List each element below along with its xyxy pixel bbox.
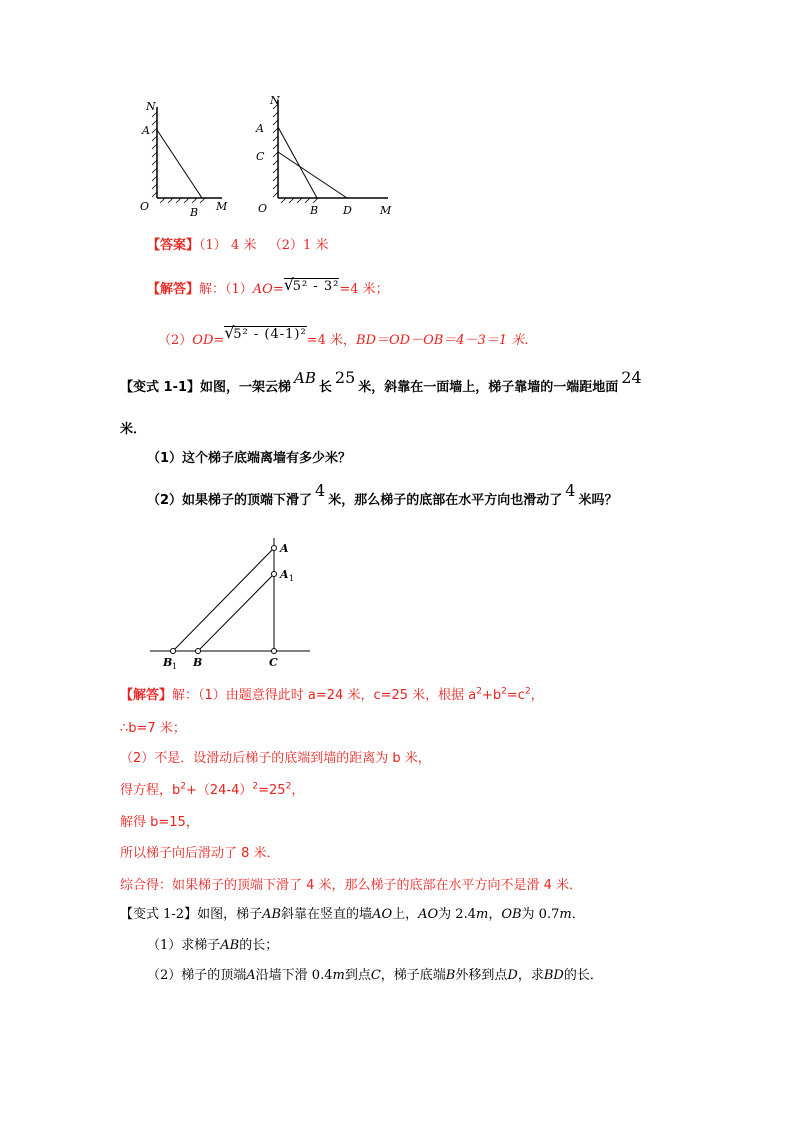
ladder-figure-1: [130, 92, 410, 222]
solution-rest-1: =4 米，: [306, 333, 357, 348]
equals: =: [213, 333, 225, 348]
ab-var: AB: [220, 938, 240, 953]
question-text: 外移到点: [455, 968, 508, 983]
label-C: C: [256, 150, 265, 163]
variant-text: 斜靠在竖直的墙: [281, 907, 373, 922]
label-A1: A: [280, 568, 289, 581]
variant-text: 如图，一架云梯: [200, 380, 292, 395]
solution-text: 解：（1）由题意得此时 a=24 米，c=25 米，根据 a: [172, 688, 477, 703]
variant-1-2-question-1: [147, 934, 278, 953]
sqrt-expression: √ 5² - 3²: [283, 275, 340, 294]
superscript: 2: [180, 781, 186, 792]
label-B1: B: [163, 656, 173, 669]
label-B1-subscript: 1: [172, 662, 178, 671]
question-text: 到点: [344, 968, 371, 983]
variant-text: 上，: [392, 907, 419, 922]
question-text: 的长；: [239, 938, 279, 953]
solution3-line-2: ∴b=7 米；: [120, 721, 186, 736]
label-O: O: [140, 200, 150, 213]
solution3-line-4: [120, 779, 304, 798]
bd-var: BD: [543, 968, 564, 983]
ab-var: AB: [294, 369, 316, 387]
point-d: D: [507, 968, 518, 983]
variant-1-1-question-1: （1）这个梯子底端离墙有多少米？: [147, 451, 352, 466]
point-b: B: [445, 968, 456, 983]
solution-rest: =4 米；: [339, 282, 389, 297]
solution-text: ，: [291, 783, 305, 798]
label-B: B: [190, 206, 199, 219]
answer-p1: （1）: [199, 238, 227, 253]
radicand: 5² - 3²: [292, 279, 340, 294]
variant-1-1-question-2: [147, 481, 618, 508]
superscript: 2: [501, 686, 507, 697]
variant-text: 米，斜靠在一面墙上，梯子靠墙的一端距地面: [358, 380, 619, 395]
solution3-line-7: 综合得：如果梯子的顶端下滑了 4 米，那么梯子的底部在水平方向不是滑 4 米．: [120, 878, 583, 893]
superscript: 2: [285, 781, 292, 792]
num-24: 24: [621, 368, 642, 387]
num-25: 25: [334, 368, 356, 387]
solution3-line-6: 所以梯子向后滑动了 8 米．: [120, 846, 280, 861]
label-A: A: [256, 122, 264, 135]
question-text: 的长．: [563, 968, 603, 983]
ao-var: AO: [252, 282, 273, 297]
label-B: B: [193, 656, 203, 669]
variant-text: ．: [571, 907, 585, 922]
num-4: 4: [565, 481, 576, 500]
point-a: A: [246, 968, 256, 983]
variant-text: ，: [488, 907, 502, 922]
solution-text: =c: [506, 688, 525, 703]
label-O: O: [258, 202, 268, 215]
answer-v2: 1 米: [303, 238, 329, 253]
question-text: 米，那么梯子的底部在水平方向也滑动了: [328, 493, 563, 508]
label-M: M: [216, 200, 228, 213]
ab-var: AB: [262, 907, 282, 922]
label-C: C: [269, 656, 278, 669]
solution-tag: 【解答】: [120, 688, 173, 703]
solution-rest-2: BD＝OD－OB＝4－3＝1 米．: [356, 333, 538, 348]
variant-1-1-line-1: [120, 368, 642, 395]
point-c: C: [370, 968, 381, 983]
ao-var: AO: [418, 907, 439, 922]
variant-text: 如图，梯子: [197, 907, 263, 922]
solution3-line-5: 解得 b=15，: [120, 815, 199, 830]
num-4: 4: [315, 481, 326, 500]
label-D: D: [343, 204, 352, 217]
variant-1-1-line-2: 米．: [120, 422, 147, 437]
solution3-line-1: [120, 684, 544, 703]
question-text: （2）梯子的顶端: [147, 968, 247, 983]
answer-tag: 【答案】: [147, 238, 200, 253]
solution-text: 得方程，b: [120, 783, 181, 798]
variant-text: 为 0.7: [521, 907, 560, 922]
ob-var: OB: [501, 907, 522, 922]
answer-p2: （2）: [268, 238, 304, 253]
label-M: M: [380, 204, 392, 217]
solution-text: =25: [258, 783, 286, 798]
label-A: A: [280, 542, 289, 555]
solution3-line-3: （2）不是．设滑动后梯子的底端到墙的距离为 b 米，: [120, 751, 431, 766]
question-text: （2）如果梯子的顶端下滑了: [147, 493, 313, 508]
label-N: N: [146, 100, 156, 113]
label-N: N: [270, 94, 280, 107]
right-diagram: [255, 94, 392, 217]
label-A1-subscript: 1: [289, 574, 295, 583]
variant-1-2-line-1: [120, 903, 585, 922]
variant-1-2-question-2: [147, 964, 603, 983]
solution-tag: 【解答】: [147, 282, 200, 297]
superscript: 2: [524, 686, 531, 697]
unit-m: m: [559, 907, 572, 922]
solution-text: ，: [530, 688, 544, 703]
question-text: ，求: [517, 968, 544, 983]
ladder-figure-2: [150, 530, 310, 672]
superscript: 2: [252, 781, 259, 792]
label-A: A: [142, 124, 150, 137]
question-text: ，梯子底端: [380, 968, 446, 983]
ao-var: AO: [372, 907, 393, 922]
solution-line-1: [147, 275, 389, 297]
solution-text: 解：（1）: [199, 282, 253, 297]
answer-line: [147, 234, 328, 253]
unit-m: m: [475, 907, 489, 922]
variant-text: 为 2.4: [438, 907, 476, 922]
left-diagram: [140, 100, 228, 219]
solution-text: +b: [482, 688, 502, 703]
equals: =: [272, 282, 284, 297]
radicand: 5² - (4-1)²: [233, 327, 307, 342]
question-text: 沿墙下滑 0.4: [255, 968, 333, 983]
question-text: （1）求梯子: [147, 938, 221, 953]
solution-text: +（24-4）: [186, 783, 253, 798]
variant-text: 长: [318, 380, 332, 395]
solution-line-2: [158, 323, 538, 348]
part-label: （2）: [158, 333, 193, 348]
variant-tag: 【变式 1-1】: [120, 380, 201, 395]
unit-m: m: [332, 968, 345, 983]
label-B: B: [310, 204, 319, 217]
answer-v1: 4 米: [230, 238, 257, 253]
sqrt-expression: √ 5² - (4-1)²: [224, 323, 307, 342]
variant-tag: 【变式 1-2】: [120, 907, 198, 922]
od-var: OD: [192, 333, 214, 348]
superscript: 2: [476, 686, 482, 697]
question-text: 米吗？: [578, 493, 618, 508]
